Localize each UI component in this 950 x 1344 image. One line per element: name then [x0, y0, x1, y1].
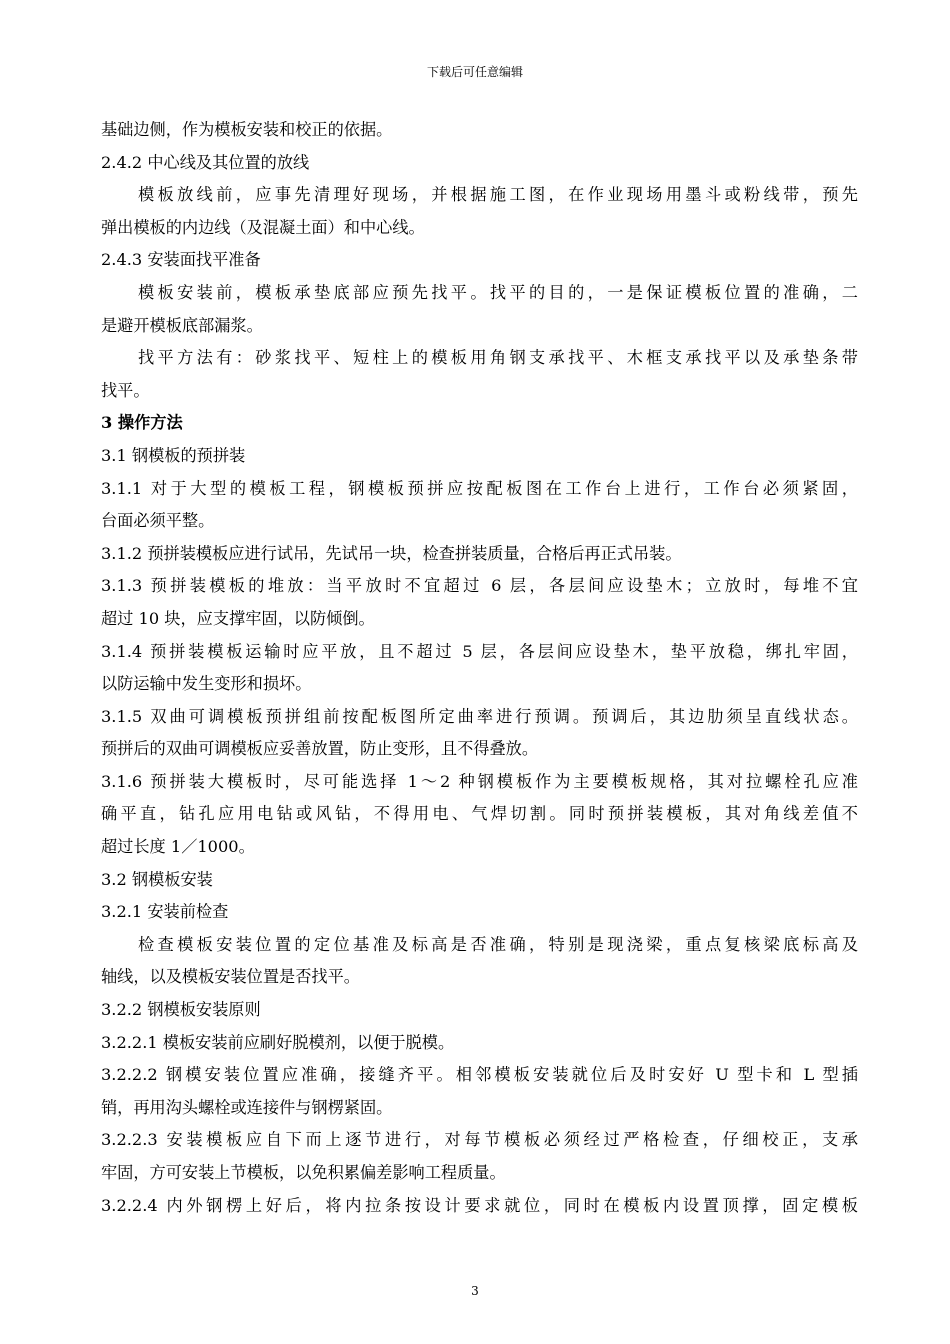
text-line: 检查模板安装位置的定位基准及标高是否准确，特别是现浇梁，重点复核梁底标高及: [138, 934, 858, 954]
section-heading: 3.2.1 安装前检查: [101, 902, 229, 922]
text-line: 台面必须平整。: [101, 511, 215, 531]
page-header: 下载后可任意编辑: [426, 65, 523, 79]
section-heading: 3.2 钢模板安装: [101, 869, 213, 889]
text-line: 找平方法有：砂浆找平、短柱上的模板用角钢支承找平、木框支承找平以及承垫条带: [138, 348, 858, 368]
text-line: 3.1.3 预拼装模板的堆放：当平放时不宜超过 6 层，各层间应设垫木；立放时，每堆不宜: [101, 576, 858, 596]
text-line: 基础边侧，作为模板安装和校正的依据。: [101, 120, 393, 139]
text-line: 模板放线前，应事先清理好现场，并根据施工图，在作业现场用墨斗或粉线带，预先: [138, 185, 858, 205]
section-heading: 3.1 钢模板的预拼装: [101, 445, 246, 465]
text-line: 找平。: [101, 380, 150, 400]
text-line: 是避开模板底部漏浆。: [101, 315, 263, 335]
chapter-heading: 3 操作方法: [101, 413, 183, 433]
text-line: 超过 10 块，应支撑牢固，以防倾倒。: [101, 608, 375, 628]
text-line: 弹出模板的内边线（及混凝土面）和中心线。: [101, 217, 425, 237]
text-line: 模板安装前，模板承垫底部应预先找平。找平的目的，一是保证模板位置的准确，二: [138, 282, 858, 302]
text-line: 3.1.4 预拼装模板运输时应平放，且不超过 5 层，各层间应设垫木，垫平放稳，绑扎牢固，: [101, 641, 858, 661]
text-line: 以防运输中发生变形和损坏。: [101, 674, 312, 694]
text-line: 确平直，钻孔应用电钻或风钻，不得用电、气焊切割。同时预拼装模板，其对角线差值不: [101, 804, 858, 824]
text-line: 超过长度 1／1000。: [101, 837, 255, 857]
text-line: 轴线，以及模板安装位置是否找平。: [101, 967, 360, 987]
text-line: 牢固，方可安装上节模板，以免积累偏差影响工程质量。: [101, 1163, 506, 1182]
section-heading: 2.4.2 中心线及其位置的放线: [101, 152, 310, 172]
text-line: 销，再用沟头螺栓或连接件与钢楞紧固。: [101, 1097, 393, 1117]
text-line: 3.1.1 对于大型的模板工程，钢模板预拼应按配板图在工作台上进行，工作台必须紧固，: [101, 478, 858, 498]
document-body: [101, 114, 858, 1222]
text-line: 3.2.2.3 安装模板应自下而上逐节进行，对每节模板必须经过严格检查，仔细校正，支承: [101, 1130, 858, 1150]
section-heading: 3.2.2 钢模板安装原则: [101, 1000, 261, 1020]
text-line: 预拼后的双曲可调模板应妥善放置，防止变形，且不得叠放。: [101, 739, 539, 759]
text-line: 3.2.2.1 模板安装前应刷好脱模剂，以便于脱模。: [101, 1032, 455, 1052]
page-number: 3: [471, 1284, 479, 1298]
text-line: 3.1.2 预拼装模板应进行试吊，先试吊一块，检查拼装质量，合格后再正式吊装。: [101, 543, 682, 563]
text-line: 3.2.2.4 内外钢楞上好后，将内拉条按设计要求就位，同时在模板内设置顶撑，固定模板: [101, 1195, 858, 1215]
text-line: 3.1.5 双曲可调模板预拼组前按配板图所定曲率进行预调。预调后，其边肋须呈直线状态。: [101, 706, 858, 726]
text-line: 3.1.6 预拼装大模板时，尽可能选择 1～2 种钢模板作为主要模板规格，其对拉螺栓孔应准: [101, 771, 858, 791]
section-heading: 2.4.3 安装面找平准备: [101, 250, 261, 270]
text-line: 3.2.2.2 钢模安装位置应准确，接缝齐平。相邻模板安装就位后及时安好 U 型卡和 L 型插: [101, 1065, 858, 1085]
